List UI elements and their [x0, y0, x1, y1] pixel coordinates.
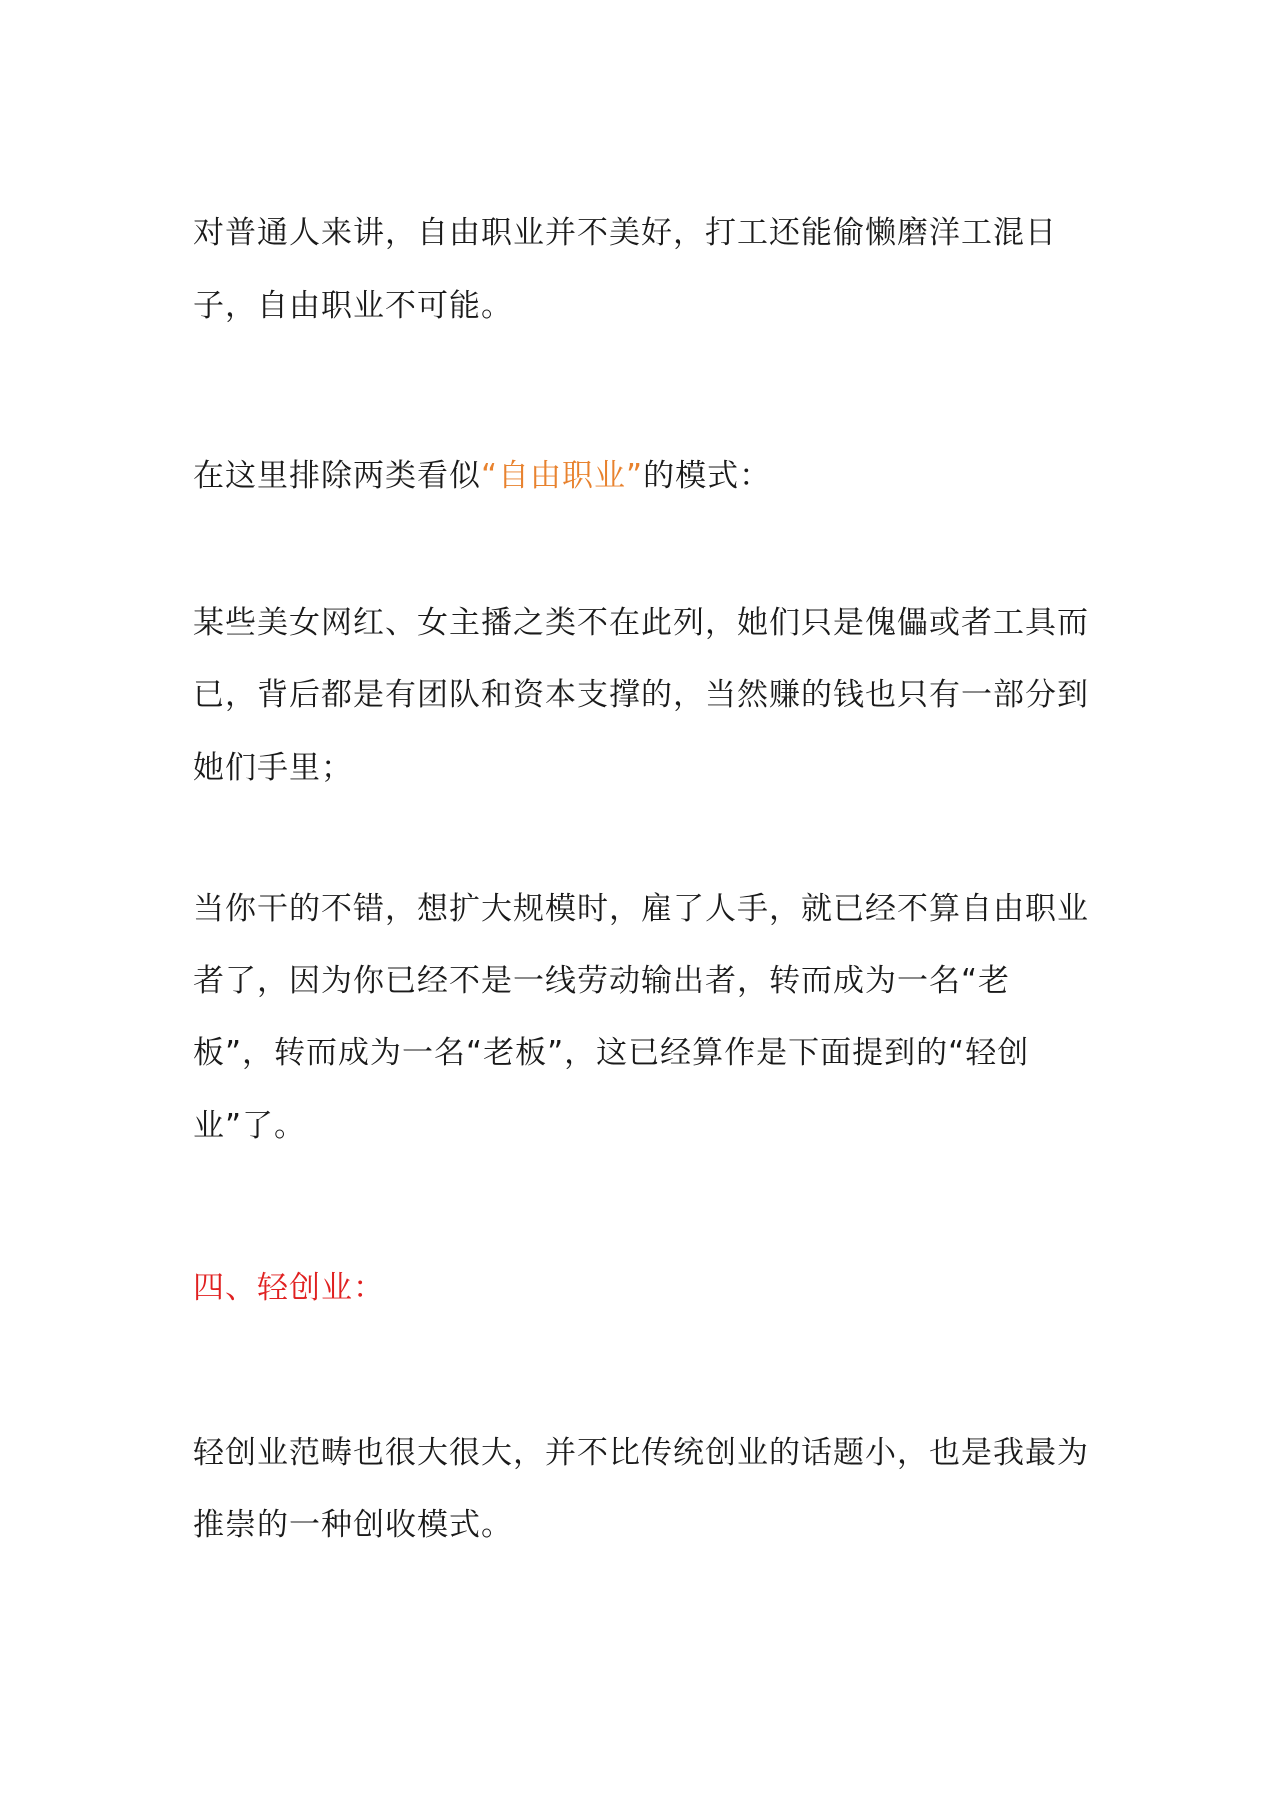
paragraph-5-line-2: 推崇的一种创收模式。 [193, 1507, 513, 1543]
paragraph-1-line-1: 对普通人来讲，自由职业并不美好，打工还能偷懒磨洋工混日 [193, 215, 1057, 251]
paragraph-4-line-2: 者了，因为你已经不是一线劳动输出者，转而成为一名“老 [193, 963, 1011, 999]
paragraph-5-line-1: 轻创业范畴也很大很大，并不比传统创业的话题小，也是我最为 [193, 1435, 1089, 1471]
paragraph-4-line-1: 当你干的不错，想扩大规模时，雇了人手，就已经不算自由职业 [193, 891, 1089, 927]
paragraph-4-line-4: 业”了。 [193, 1108, 307, 1144]
paragraph-1-line-2: 子，自由职业不可能。 [193, 288, 513, 324]
paragraph-2 [193, 456, 771, 496]
paragraph-2-after: 的模式： [643, 458, 772, 494]
paragraph-2-highlight: “自由职业” [481, 458, 644, 494]
paragraph-3-line-1: 某些美女网红、女主播之类不在此列，她们只是傀儡或者工具而 [193, 605, 1089, 641]
paragraph-3-line-2: 已，背后都是有团队和资本支撑的，当然赚的钱也只有一部分到 [193, 677, 1089, 713]
section-heading: 四、轻创业： [193, 1270, 385, 1306]
paragraph-4-line-3: 板”，转而成为一名“老板”，这已经算作是下面提到的“轻创 [193, 1035, 1030, 1071]
paragraph-3-line-3: 她们手里； [193, 750, 353, 786]
paragraph-2-before: 在这里排除两类看似 [193, 458, 481, 494]
